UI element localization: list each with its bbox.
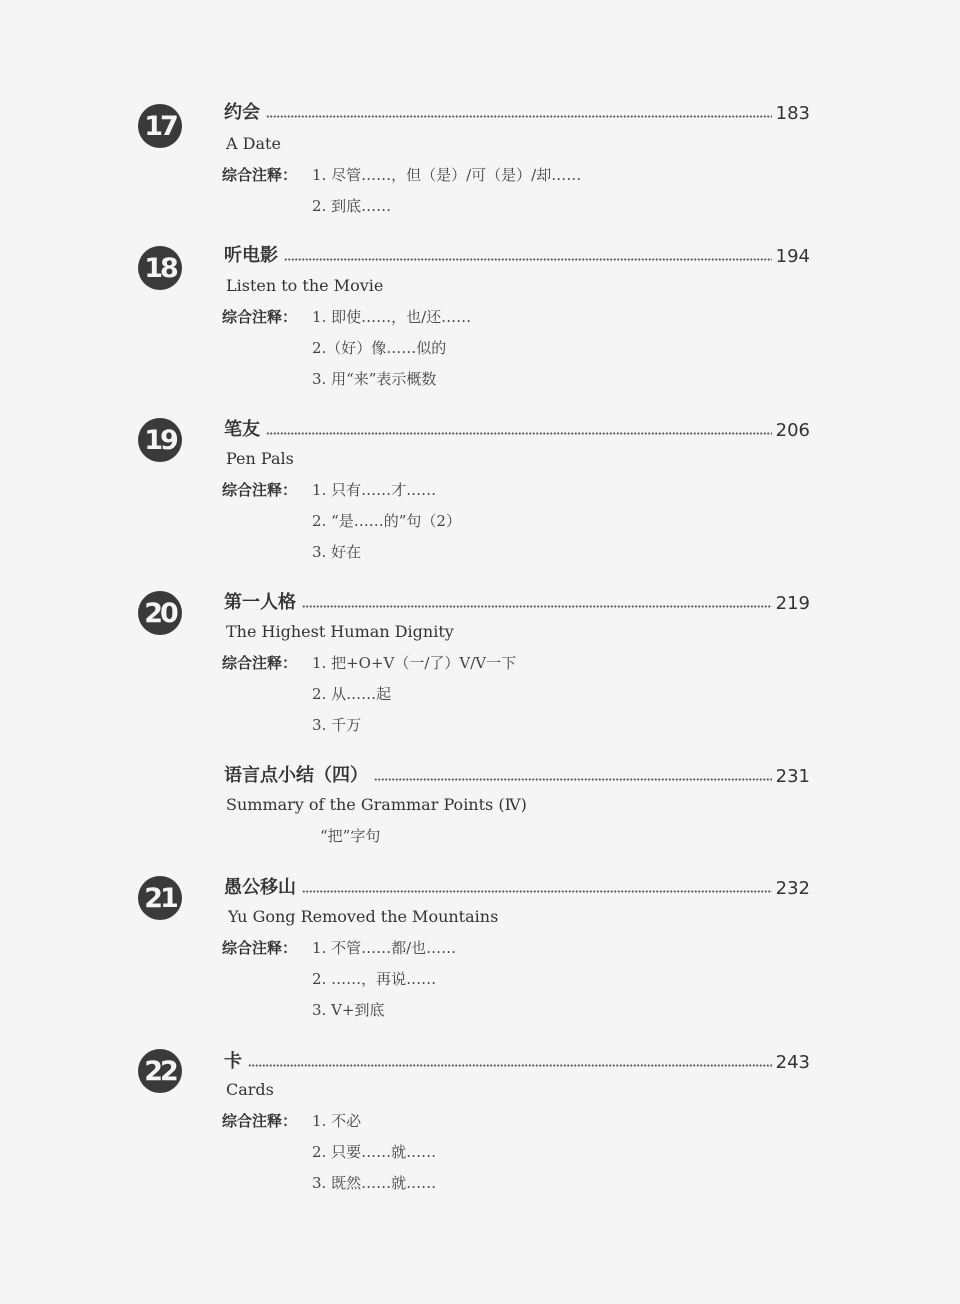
dot-leader [284, 256, 772, 262]
lesson-title: 听电影 [224, 245, 278, 266]
lesson-number-badge: 21 [138, 876, 182, 920]
toc-title-row[interactable] [224, 1047, 810, 1073]
dot-leader [302, 888, 772, 894]
toc-title-row[interactable] [224, 588, 810, 614]
lesson-title: 约会 [224, 102, 260, 123]
lesson-title: 愚公移山 [224, 877, 296, 898]
note-item: 3. 好在 [312, 543, 362, 561]
lesson-number-badge: 19 [138, 418, 182, 462]
summary-topic: “把”字句 [320, 827, 381, 845]
page-number: 243 [775, 1052, 810, 1073]
notes-label: 综合注释： [222, 481, 298, 499]
page-number: 183 [775, 103, 810, 124]
page-number: 194 [775, 246, 810, 267]
notes-label: 综合注释： [222, 1112, 298, 1130]
lesson-subtitle: Pen Pals [226, 449, 294, 468]
toc-title-row[interactable] [224, 873, 810, 899]
note-item: 2. 到底…… [312, 197, 392, 215]
note-item: 3. 用“来”表示概数 [312, 370, 437, 388]
toc-title-row[interactable] [224, 415, 810, 441]
note-item: 1. 只有……才…… [312, 481, 437, 499]
notes-label: 综合注释： [222, 166, 298, 184]
note-item: 1. 不必 [312, 1112, 362, 1130]
lesson-number-badge: 17 [138, 104, 182, 148]
summary-title: 语言点小结（四） [224, 765, 368, 786]
note-item: 3. 千万 [312, 716, 362, 734]
dot-leader [302, 603, 772, 609]
notes-label: 综合注释： [222, 939, 298, 957]
lesson-subtitle: Cards [226, 1080, 274, 1099]
lesson-number-badge: 20 [138, 591, 182, 635]
lesson-subtitle: A Date [226, 134, 281, 153]
lesson-subtitle: The Highest Human Dignity [226, 622, 454, 641]
lesson-title: 第一人格 [224, 592, 296, 613]
lesson-number-badge: 18 [138, 246, 182, 290]
toc-title-row[interactable] [224, 241, 810, 267]
page-number: 206 [775, 420, 810, 441]
page-number: 231 [775, 766, 810, 787]
note-item: 2. ……，再说…… [312, 970, 437, 988]
lesson-number-badge: 22 [138, 1049, 182, 1093]
note-item: 2. “是……的”句（2） [312, 512, 461, 530]
dot-leader [248, 1062, 772, 1068]
lesson-subtitle: Yu Gong Removed the Mountains [228, 907, 499, 926]
page-number: 232 [775, 878, 810, 899]
dot-leader [266, 430, 772, 436]
toc-title-row[interactable] [224, 98, 810, 124]
note-item: 1. 把+O+V（一/了）V/V一下 [312, 654, 517, 672]
lesson-subtitle: Listen to the Movie [226, 276, 384, 295]
toc-title-row[interactable] [224, 761, 810, 787]
note-item: 2. 从……起 [312, 685, 392, 703]
dot-leader [374, 776, 772, 782]
note-item: 2. 只要……就…… [312, 1143, 437, 1161]
note-item: 1. 尽管……，但（是）/可（是）/却…… [312, 166, 582, 184]
dot-leader [266, 113, 772, 119]
note-item: 1. 即使……，也/还…… [312, 308, 472, 326]
summary-subtitle: Summary of the Grammar Points (Ⅳ) [226, 795, 527, 814]
page-number: 219 [775, 593, 810, 614]
notes-label: 综合注释： [222, 654, 298, 672]
notes-label: 综合注释： [222, 308, 298, 326]
note-item: 3. 既然……就…… [312, 1174, 437, 1192]
note-item: 3. V+到底 [312, 1001, 385, 1019]
lesson-title: 卡 [224, 1051, 242, 1072]
lesson-title: 笔友 [224, 419, 260, 440]
note-item: 2.（好）像……似的 [312, 339, 447, 357]
note-item: 1. 不管……都/也…… [312, 939, 457, 957]
